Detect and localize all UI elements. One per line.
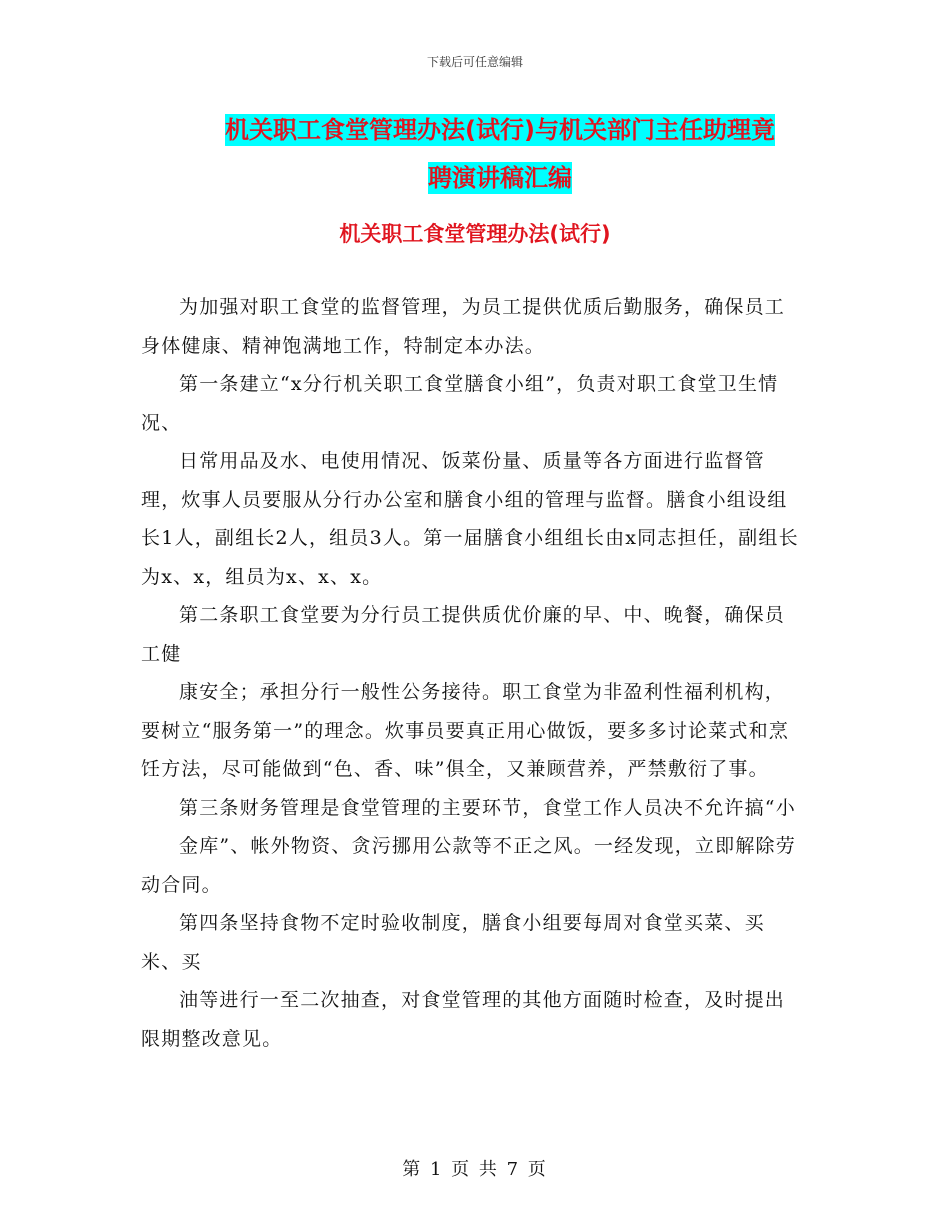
paragraph-1: 为加强对职工食堂的监督管理，为员工提供优质后勤服务，确保员工身体健康、精神饱满地工作，特制定本办法。 — [141, 296, 786, 357]
paragraph-9: 油等进行一至二次抽查，对食堂管理的其他方面随时检查，及时提出限期整改意见。 — [141, 989, 786, 1050]
page-header-note: 下载后可任意编辑 — [426, 55, 523, 69]
paragraph-6: 第三条财务管理是食堂管理的主要环节，食堂工作人员决不允许搞“小 — [179, 796, 796, 819]
body-text — [141, 288, 801, 1058]
page-number: 第 1 页 共 7 页 — [402, 1159, 548, 1180]
paragraph-7: 金库”、帐外物资、贪污挪用公款等不正之风。一经发现，立即解除劳动合同。 — [141, 835, 796, 896]
paragraph-8: 第四条坚持食物不定时验收制度，膳食小组要每周对食堂买菜、买米、买 — [141, 912, 765, 973]
document-title-line-2: 聘演讲稿汇编 — [428, 164, 572, 192]
document-title — [190, 106, 810, 202]
paragraph-2: 第一条建立“x分行机关职工食堂膳食小组”，负责对职工食堂卫生情况、 — [141, 373, 779, 434]
paragraph-5: 康安全；承担分行一般性公务接待。职工食堂为非盈利性福利机构，要树立“服务第一”的理念。炊事员要真正用心做饭，要多多讨论菜式和烹饪方法，尽可能做到“色、香、味”俱全，又兼顾营养，严禁敷衍了事。 — [141, 681, 790, 780]
paragraph-3: 日常用品及水、电使用情况、饭菜份量、质量等各方面进行监督管理，炊事人员要服从分行办公室和膳食小组的管理与监督。膳食小组设组长1人，副组长2人，组员3人。第一届膳食小组组长由x同志担任，副组长为x、x，组员为x、x、x。 — [141, 450, 799, 588]
section-heading: 机关职工食堂管理办法(试行) — [339, 222, 611, 246]
document-title-line-1: 机关职工食堂管理办法(试行)与机关部门主任助理竟 — [225, 116, 775, 144]
paragraph-4: 第二条职工食堂要为分行员工提供质优价廉的早、中、晚餐，确保员工健 — [141, 604, 786, 665]
